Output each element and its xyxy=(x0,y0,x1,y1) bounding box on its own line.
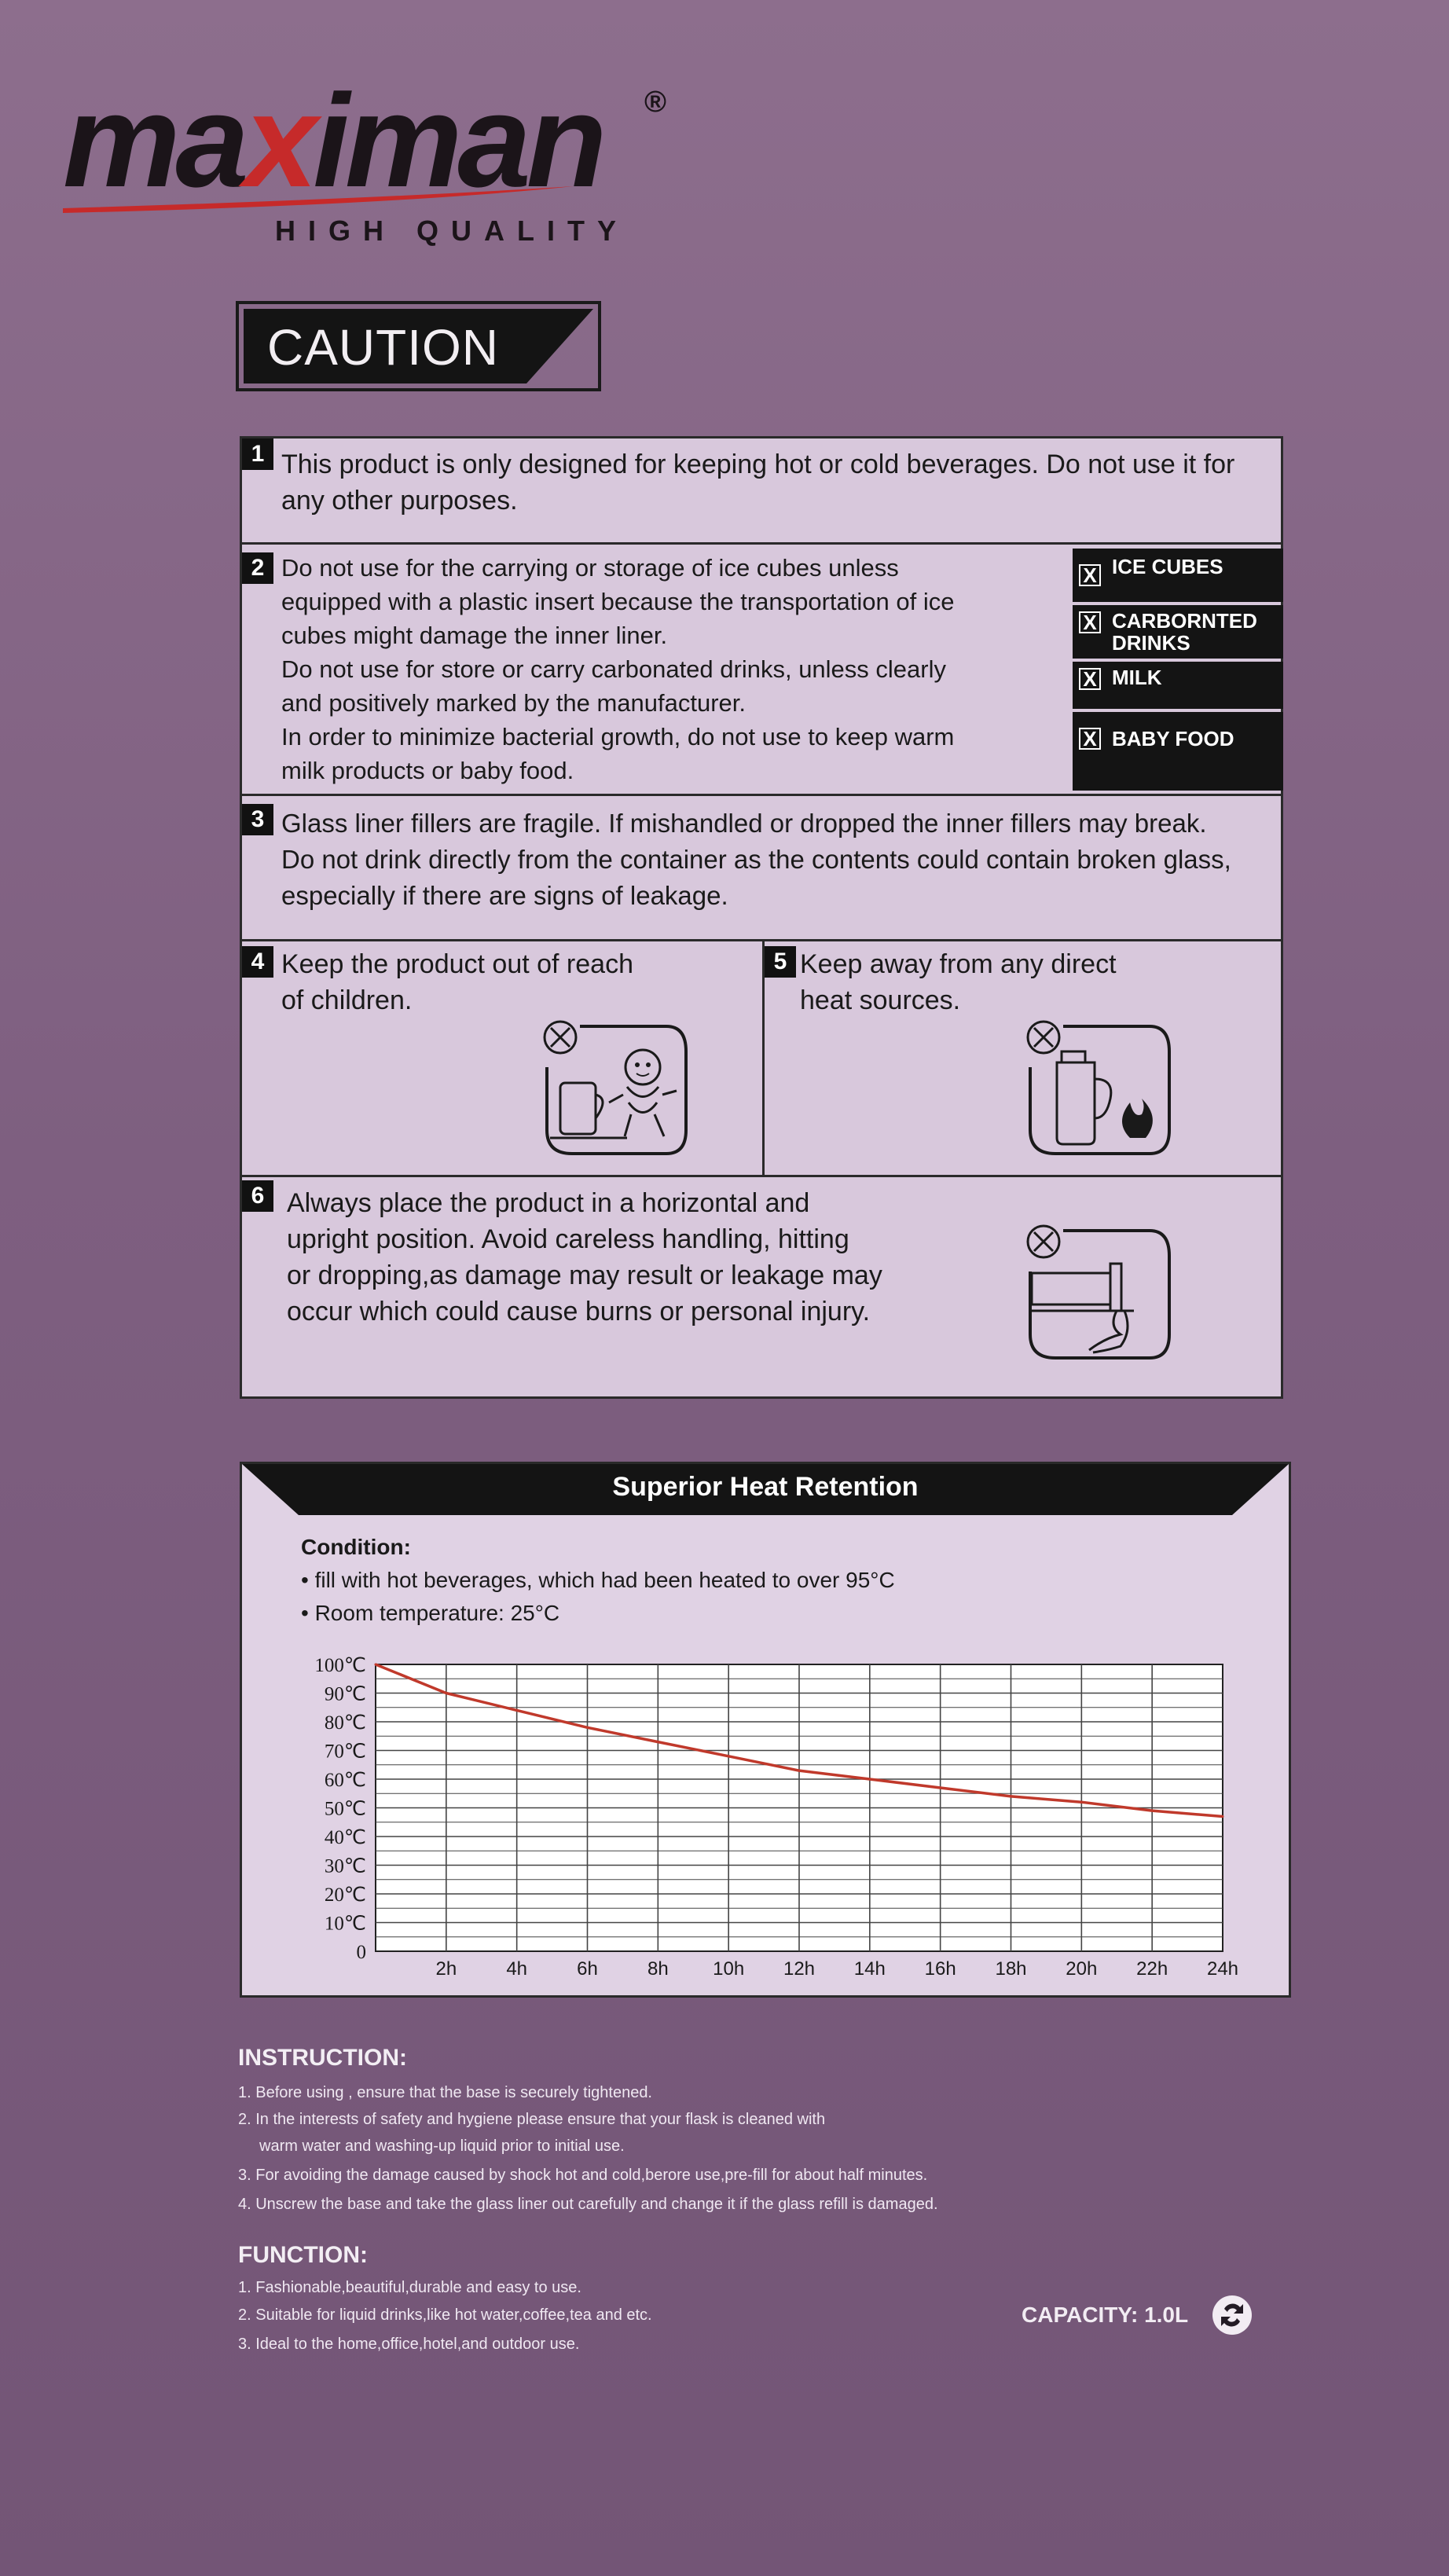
heat-warning-icon xyxy=(1024,1020,1173,1161)
checkbox-crossed-icon: X xyxy=(1079,564,1101,586)
condition-line-1: • fill with hot beverages, which had been heated to over 95°C xyxy=(301,1568,895,1592)
section-number: 5 xyxy=(765,946,796,978)
y-tick-label: 100℃ xyxy=(314,1655,366,1676)
x-tick-label: 18h xyxy=(995,1958,1027,1980)
y-tick-label: 20℃ xyxy=(324,1884,366,1906)
data-point xyxy=(445,1692,447,1694)
x-tick-label: 14h xyxy=(853,1958,886,1980)
caution-section-6 xyxy=(242,1177,1281,1396)
data-point xyxy=(1151,1810,1154,1812)
brand-tagline: HIGH QUALITY xyxy=(275,215,629,247)
y-tick-label: 40℃ xyxy=(324,1827,366,1848)
brand-name: maximan xyxy=(63,67,603,215)
tag-milk: X MILK xyxy=(1073,662,1283,709)
condition-label: Condition: xyxy=(301,1535,411,1559)
y-tick-label: 90℃ xyxy=(324,1683,366,1705)
data-point xyxy=(1010,1795,1012,1797)
condition-line-2: • Room temperature: 25°C xyxy=(301,1601,560,1625)
x-tick-label: 24h xyxy=(1206,1958,1239,1980)
checkbox-crossed-icon: X xyxy=(1079,728,1101,750)
checkbox-crossed-icon: X xyxy=(1079,611,1101,633)
tag-carbonated-drinks: X CARBORNTED DRINKS xyxy=(1073,605,1283,659)
data-point xyxy=(939,1786,941,1789)
x-tick-label: 10h xyxy=(713,1958,745,1980)
instruction-line: 3. For avoiding the damage caused by shock hot and cold,berore use,pre-fill for about half minutes. xyxy=(238,2167,928,2184)
section-text: Keep away from any direct heat sources. xyxy=(800,949,1117,1015)
registered-mark: ® xyxy=(644,86,666,119)
child-warning-icon xyxy=(541,1020,690,1161)
section-number: 1 xyxy=(242,439,273,470)
y-tick-label: 70℃ xyxy=(324,1741,366,1763)
data-point xyxy=(798,1770,801,1772)
recycle-icon xyxy=(1210,2293,1254,2337)
caution-section-2 xyxy=(242,545,1281,796)
x-tick-label: 4h xyxy=(506,1958,528,1980)
data-point xyxy=(515,1709,518,1712)
caution-section-5 xyxy=(765,941,1281,1177)
caution-section-3 xyxy=(242,796,1281,941)
x-tick-label: 12h xyxy=(783,1958,816,1980)
caution-banner xyxy=(236,301,601,391)
section-text: Do not use for the carrying or storage of ice cubes unless equipped with a plastic insert because the transportation of ice cubes might damage the inner liner. Do not use for store or carry carbonated drinks, unless clearly and positively marked by the manufacturer. In order to minimize bacterial growth, do not use to keep warm milk products or baby food. xyxy=(281,554,955,784)
section-number: 3 xyxy=(242,804,273,835)
y-tick-label: 50℃ xyxy=(324,1798,366,1820)
chart-title: Superior Heat Retention xyxy=(612,1472,919,1502)
caution-panel xyxy=(240,436,1283,1399)
section-text: Glass liner fillers are fragile. If mishandled or dropped the inner fillers may break. Do not drink directly from the container as the contents could contain broken glass, especially if there are signs of leakage. xyxy=(281,809,1231,910)
instruction-title: INSTRUCTION: xyxy=(238,2045,407,2071)
data-point xyxy=(586,1727,589,1729)
y-tick-label: 10℃ xyxy=(324,1913,366,1935)
x-tick-label: 2h xyxy=(435,1958,457,1980)
x-tick-label: 8h xyxy=(647,1958,669,1980)
y-tick-label: 60℃ xyxy=(324,1770,366,1791)
data-point xyxy=(728,1755,730,1757)
function-line: 1. Fashionable,beautiful,durable and easy to use. xyxy=(238,2279,581,2296)
section-text: Always place the product in a horizontal and upright position. Avoid careless handling, hitting or dropping,as damage may result or leakage may occur which could cause burns or personal injury. xyxy=(287,1188,882,1327)
function-line: 3. Ideal to the home,office,hotel,and outdoor use. xyxy=(238,2336,580,2353)
y-tick-label: 0 xyxy=(356,1942,366,1963)
tag-baby-food: X BABY FOOD xyxy=(1073,712,1283,791)
data-point xyxy=(375,1664,377,1666)
y-tick-label: 80℃ xyxy=(324,1712,366,1734)
heat-retention-panel xyxy=(240,1462,1291,1998)
x-tick-label: 20h xyxy=(1066,1958,1098,1980)
heat-retention-chart xyxy=(242,1464,1289,1995)
function-title: FUNCTION: xyxy=(238,2242,368,2268)
data-point xyxy=(1080,1801,1083,1804)
checkbox-crossed-icon: X xyxy=(1079,668,1101,690)
section-number: 6 xyxy=(242,1180,273,1212)
section-text: Keep the product out of reach of children. xyxy=(281,949,633,1015)
capacity-label: CAPACITY: 1.0L xyxy=(1022,2303,1189,2327)
caution-section-1 xyxy=(242,439,1281,545)
x-tick-label: 22h xyxy=(1136,1958,1168,1980)
instruction-line: 2. In the interests of safety and hygiene please ensure that your flask is cleaned with xyxy=(238,2111,826,2128)
x-tick-label: 6h xyxy=(577,1958,598,1980)
data-point xyxy=(1222,1815,1224,1818)
brand-logo xyxy=(63,67,691,248)
y-tick-label: 30℃ xyxy=(324,1855,366,1877)
caution-section-4 xyxy=(242,941,765,1177)
instruction-line: 1. Before using , ensure that the base is securely tightened. xyxy=(238,2084,652,2101)
section-number: 2 xyxy=(242,552,273,584)
logo-swoosh xyxy=(63,185,691,216)
section-number: 4 xyxy=(242,946,273,978)
tag-ice-cubes: X ICE CUBES xyxy=(1073,549,1283,602)
instruction-line: warm water and washing-up liquid prior to initial use. xyxy=(259,2137,625,2155)
spill-warning-icon xyxy=(1024,1224,1173,1366)
data-point xyxy=(868,1778,871,1781)
function-line: 2. Suitable for liquid drinks,like hot water,coffee,tea and etc. xyxy=(238,2306,652,2324)
x-tick-label: 16h xyxy=(924,1958,956,1980)
caution-title: CAUTION xyxy=(267,319,499,376)
section-text: This product is only designed for keeping hot or cold beverages. Do not use it for any other purposes. xyxy=(281,450,1235,516)
data-point xyxy=(657,1741,659,1743)
instruction-line: 4. Unscrew the base and take the glass liner out carefully and change it if the glass refill is damaged. xyxy=(238,2196,938,2213)
